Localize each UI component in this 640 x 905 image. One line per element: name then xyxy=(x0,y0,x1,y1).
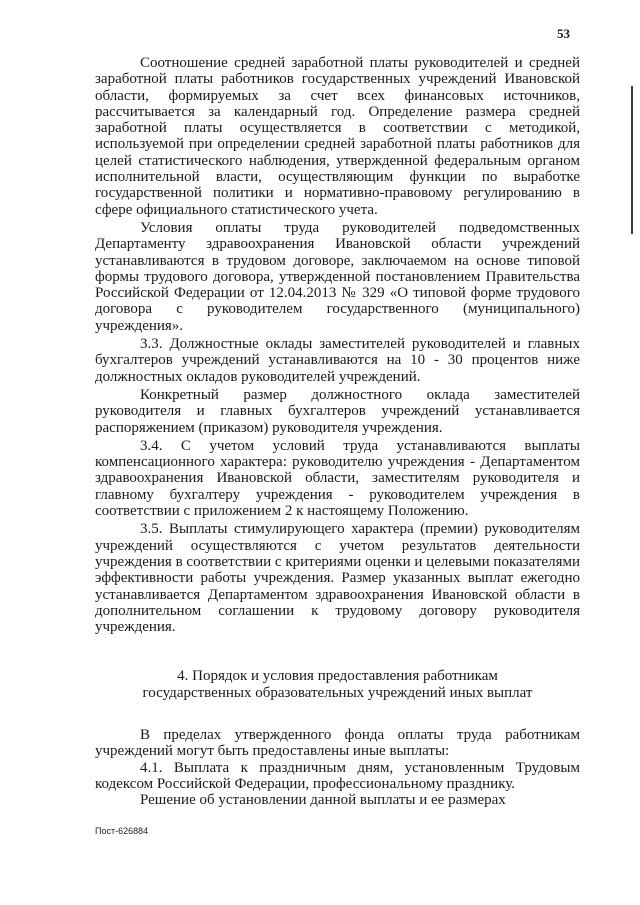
paragraph-decision: Решение об установлении данной выплаты и ее размерах xyxy=(140,792,506,809)
paragraph-labor-conditions: Условия оплаты труда руководителей подведомственных Департаменту здравоохранения Ивановской области учреждений устанавливаются в трудовом договоре, заключаемом на основе типовой формы трудового договора, утвержденной постановлением Правительства Российской Федерации от 12.04.2013 № 329 «О типовой форме трудового договора с руководителем государственного (муниципального) учреждения». xyxy=(95,219,580,334)
document-footer-code: Пост-626884 xyxy=(95,826,149,836)
page-number: 53 xyxy=(557,26,570,41)
paragraph-3-4: 3.4. С учетом условий труда устанавливаются выплаты компенсационного характера: руководителю учреждения - Департаментом здравоохранения Ивановской области, заместителям руководителя и главному бухгалтеру учреждения - руководителем учреждения в соответствии с приложением 2 к настоящему Положению. xyxy=(95,437,580,520)
section-4-heading-line-1: 4. Порядок и условия предоставления работникам xyxy=(177,668,498,685)
section-4-heading-line-2: государственных образовательных учреждений иных выплат xyxy=(142,684,533,701)
paragraph-4-1: 4.1. Выплата к праздничным дням, установленным Трудовым кодексом Российской Федерации, профессиональному празднику. xyxy=(95,759,580,792)
paragraph-3-5: 3.5. Выплаты стимулирующего характера (премии) руководителям учреждений осуществляются с учетом результатов деятельности учреждения в соответствии с критериями оценки и целевыми показателями эффективности работы учреждения. Размер указанных выплат ежегодно устанавливается Департаментом здравоохранения Ивановской области в дополнительном соглашении к трудовому договору руководителя учреждения. xyxy=(95,521,580,636)
paragraph-salary-size: Конкретный размер должностного оклада заместителей руководителя и главных бухгалтеров учреждений устанавливается распоряжением (приказом) руководителя учреждения. xyxy=(95,386,580,436)
scan-edge-mark xyxy=(631,86,633,234)
paragraph-3-3: 3.3. Должностные оклады заместителей руководителей и главных бухгалтеров учреждений устанавливаются на 10 - 30 процентов ниже должностных окладов руководителей учреждений. xyxy=(95,336,580,385)
section-4-heading xyxy=(95,668,580,701)
paragraph-salary-ratio: Соотношение средней заработной платы руководителей и средней заработной платы работников государственных учреждений Ивановской области, формируемых за счет всех финансовых источников, рассчитывается за календарный год. Определение размера средней заработной платы осуществляется в соответствии с методикой, используемой при определении средней заработной платы работников для целей статистического наблюдения, утвержденной федеральным органом исполнительной власти, осуществляющим функции по выработке государственной политики и нормативно-правовому регулированию в сфере официального статистического учета. xyxy=(95,55,580,218)
document-body xyxy=(95,55,580,808)
paragraph-other-payments: В пределах утвержденного фонда оплаты труда работникам учреждений могут быть предоставлены иные выплаты: xyxy=(95,726,580,760)
